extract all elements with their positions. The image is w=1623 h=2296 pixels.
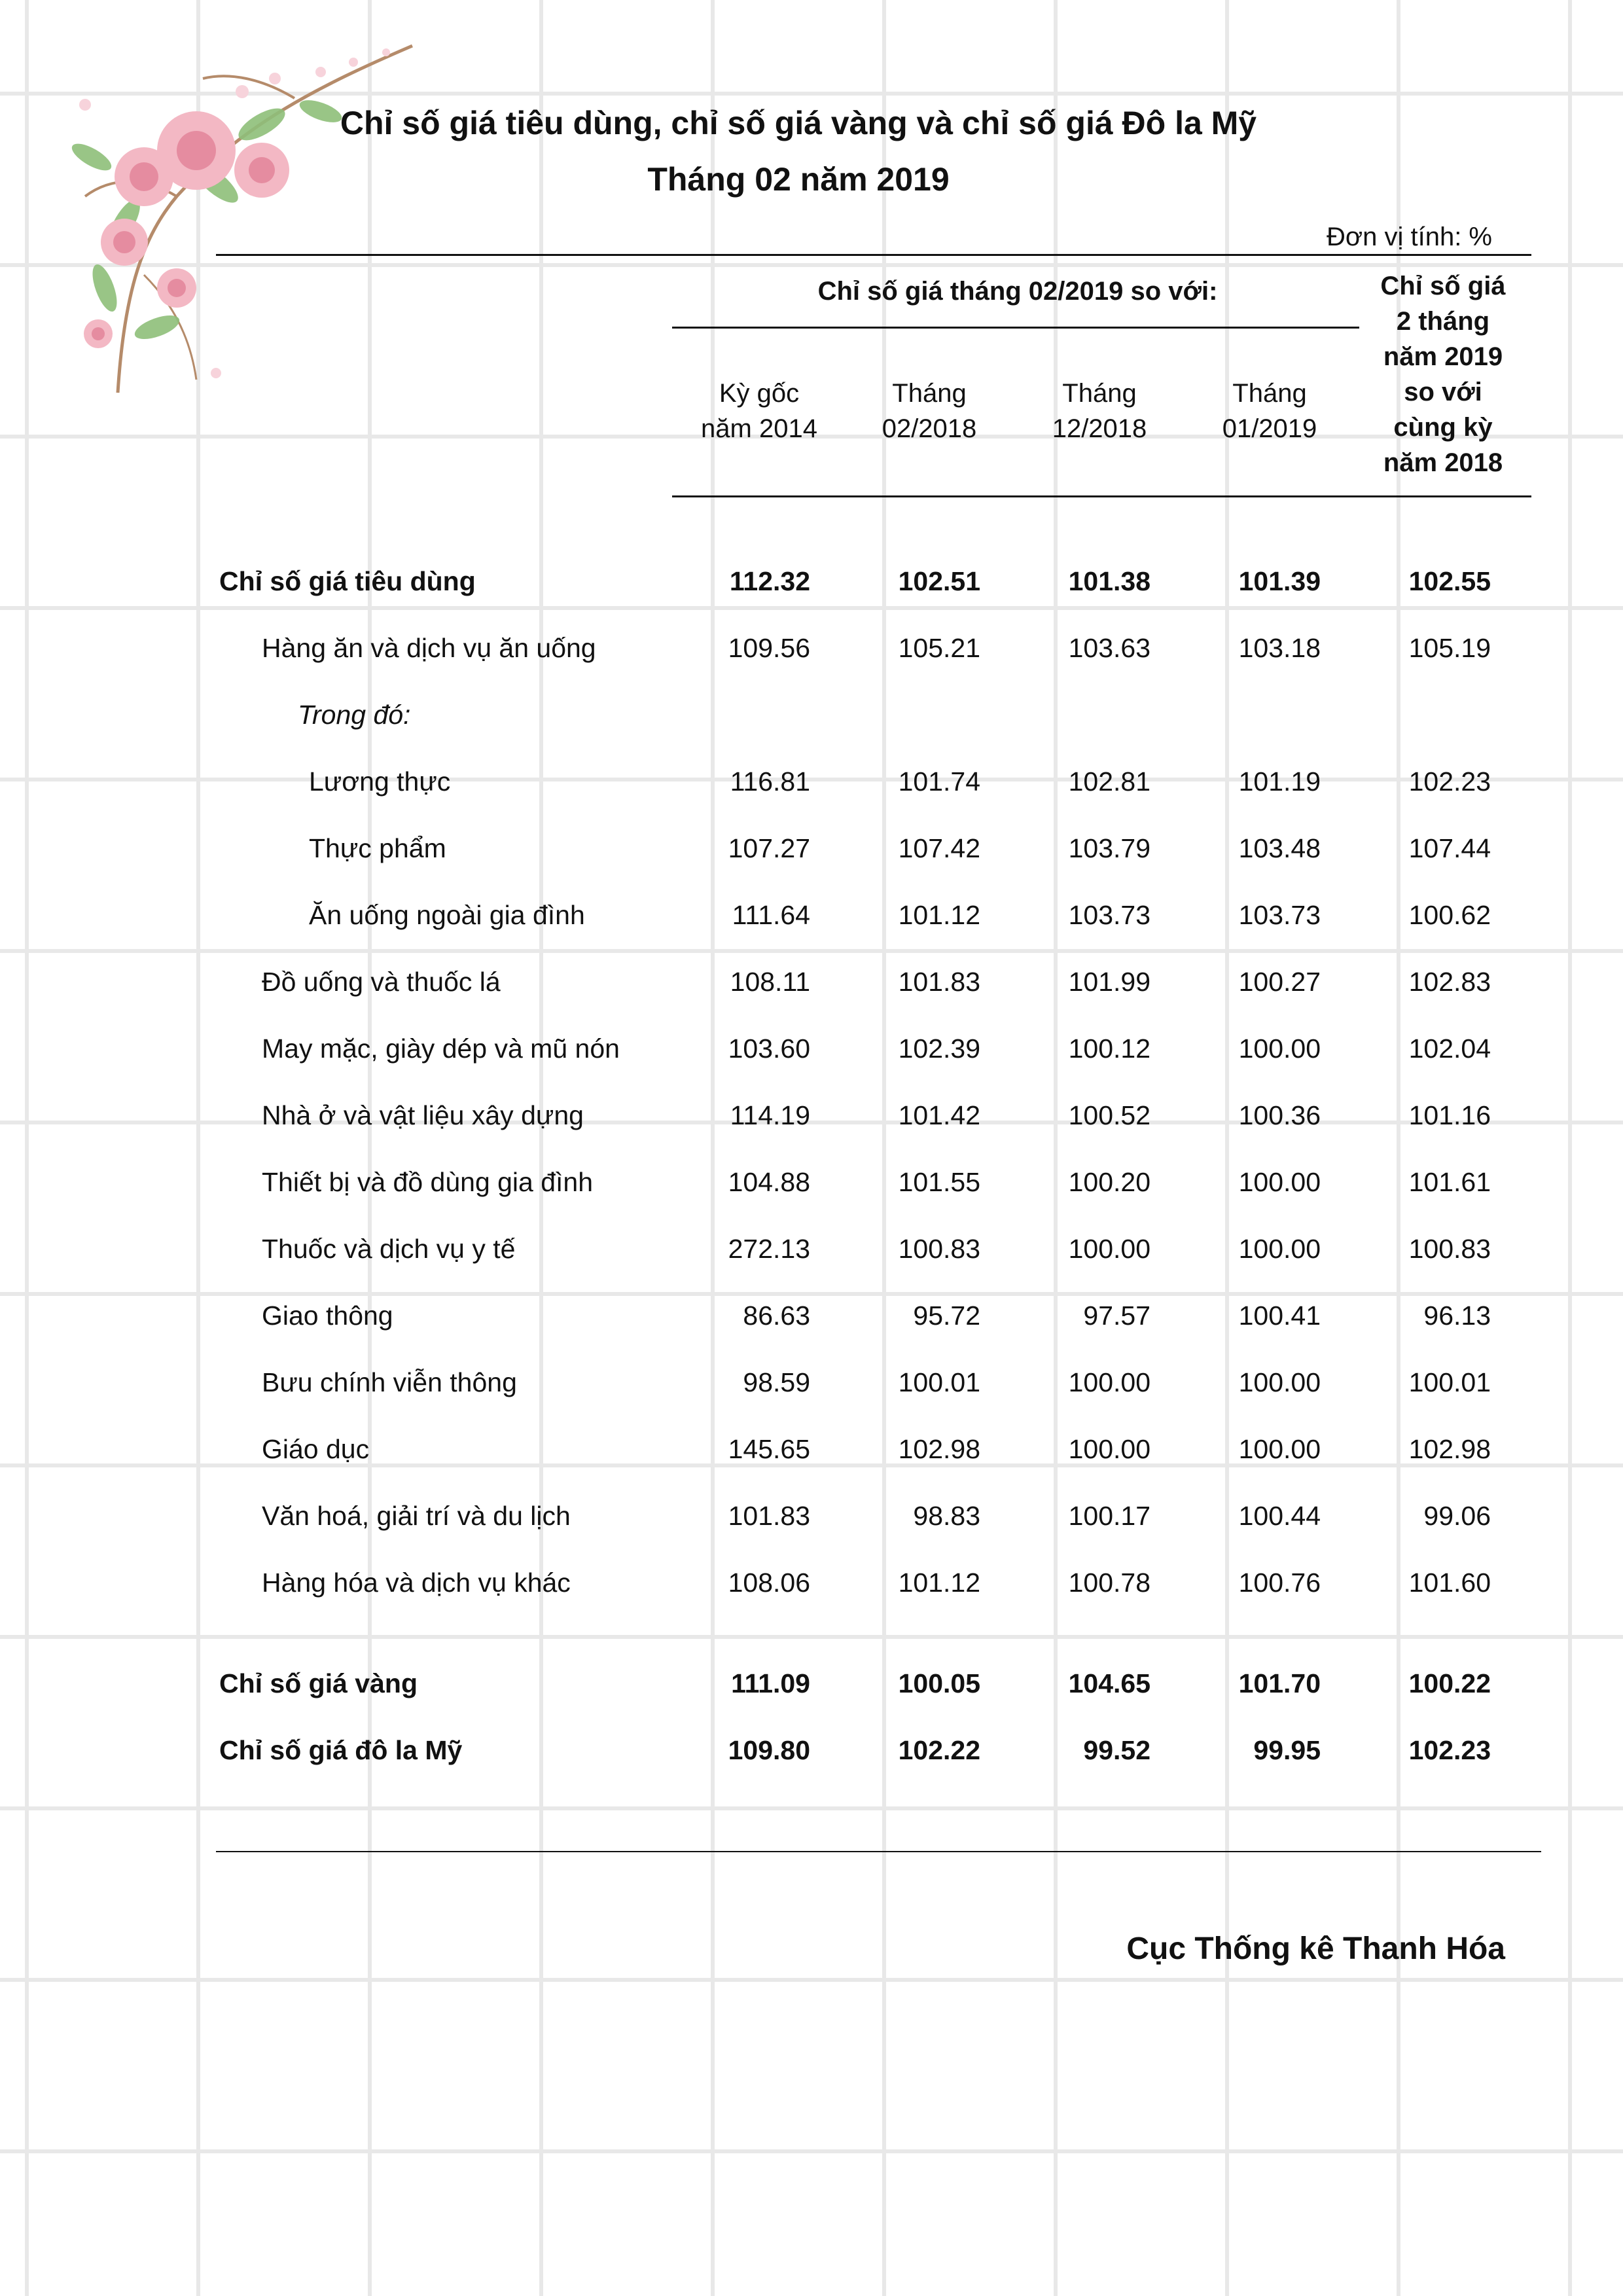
row-value: 116.81 [730,766,810,797]
row-label: Thuốc và dịch vụ y tế [262,1234,516,1264]
row-value: 100.00 [1068,1367,1150,1397]
table-row [0,1296,1623,1335]
table-row [0,1229,1623,1268]
row-value: 108.11 [730,967,810,997]
row-value: 101.19 [1238,766,1321,797]
row-value: 99.06 [1423,1501,1491,1531]
row-value: 103.73 [1238,900,1321,930]
header-col-feb-2018 [864,376,995,446]
row-value: 111.09 [731,1668,810,1698]
row-value: 100.78 [1068,1568,1150,1598]
table-row [0,762,1623,801]
row-value: 100.00 [1238,1367,1321,1397]
row-value: 109.56 [728,633,810,663]
row-value: 107.42 [898,833,980,863]
row-value: 145.65 [728,1434,810,1464]
row-value: 101.38 [1068,566,1150,596]
row-value: 100.76 [1238,1568,1321,1598]
header-bottom-rule [672,495,1531,497]
row-value: 101.61 [1408,1167,1491,1197]
row-value: 100.22 [1408,1668,1491,1698]
table-row [0,1731,1623,1770]
row-label: Nhà ở và vật liệu xây dựng [262,1100,584,1130]
row-value: 86.63 [743,1300,810,1331]
row-value: 100.05 [898,1668,980,1698]
table-row [0,1563,1623,1602]
header-line: 01/2019 [1222,414,1317,443]
row-value: 101.16 [1408,1100,1491,1130]
row-value: 100.27 [1238,967,1321,997]
row-value: 98.59 [743,1367,810,1397]
table-row [0,829,1623,868]
table-row [0,1496,1623,1535]
row-value: 100.41 [1238,1300,1321,1331]
header-line: so với [1404,378,1482,406]
row-value: 102.51 [898,566,980,596]
header-col-two-months [1361,268,1525,480]
row-label: Trong đó: [298,700,411,730]
header-line: năm 2019 [1383,342,1503,371]
header-col-base-2014 [694,376,825,446]
header-line: cùng kỳ [1393,413,1493,442]
row-value: 100.12 [1068,1033,1150,1064]
row-value: 107.44 [1408,833,1491,863]
row-value: 101.55 [898,1167,980,1197]
page-subtitle: Tháng 02 năm 2019 [647,161,950,198]
row-value: 101.83 [898,967,980,997]
header-group-rule [672,327,1359,329]
header-line: năm 2014 [701,414,817,443]
row-value: 111.64 [732,900,810,930]
row-value: 103.63 [1068,633,1150,663]
row-value: 101.74 [898,766,980,797]
row-value: 100.62 [1408,900,1491,930]
table-row [0,1664,1623,1703]
table-row [0,1096,1623,1135]
row-value: 100.44 [1238,1501,1321,1531]
row-label: Chỉ số giá đô la Mỹ [219,1735,463,1765]
row-value: 99.95 [1253,1735,1321,1765]
row-value: 100.01 [898,1367,980,1397]
header-line: năm 2018 [1383,448,1503,477]
row-value: 101.60 [1408,1568,1491,1598]
row-value: 101.83 [728,1501,810,1531]
page-title: Chỉ số giá tiêu dùng, chỉ số giá vàng và chỉ số giá Đô la Mỹ [340,105,1257,141]
row-label: May mặc, giày dép và mũ nón [262,1033,620,1064]
row-value: 100.83 [898,1234,980,1264]
table-row [0,895,1623,935]
row-label: Giao thông [262,1300,393,1331]
row-label: Đồ uống và thuốc lá [262,967,501,997]
row-value: 102.98 [1408,1434,1491,1464]
table-bottom-rule [216,1851,1541,1852]
row-label: Hàng hóa và dịch vụ khác [262,1568,571,1598]
row-label: Lương thực [309,766,451,797]
row-value: 98.83 [913,1501,980,1531]
table-row [0,562,1623,601]
row-value: 102.98 [898,1434,980,1464]
row-value: 102.83 [1408,967,1491,997]
row-value: 96.13 [1423,1300,1491,1331]
row-value: 102.39 [898,1033,980,1064]
header-line: Chỉ số giá [1380,272,1506,300]
row-label: Chỉ số giá vàng [219,1668,418,1698]
row-value: 100.00 [1238,1234,1321,1264]
row-value: 100.00 [1238,1167,1321,1197]
row-value: 97.57 [1083,1300,1150,1331]
row-label: Ăn uống ngoài gia đình [309,900,585,930]
row-value: 100.52 [1068,1100,1150,1130]
header-line: 12/2018 [1052,414,1147,443]
table-row [0,1029,1623,1068]
flower-decoration-icon [46,26,438,406]
row-label: Giáo dục [262,1434,370,1464]
table-row [0,695,1623,734]
row-value: 100.00 [1068,1434,1150,1464]
header-line: Tháng [1232,379,1307,408]
row-value: 272.13 [728,1234,810,1264]
row-value: 107.27 [728,833,810,863]
row-value: 102.55 [1408,566,1491,596]
row-value: 105.19 [1408,633,1491,663]
table-row [0,1429,1623,1469]
row-value: 104.65 [1068,1668,1150,1698]
footer-source: Cục Thống kê Thanh Hóa [1126,1931,1505,1966]
row-value: 101.39 [1238,566,1321,596]
row-label: Chỉ số giá tiêu dùng [219,566,476,596]
header-col-jan-2019 [1204,376,1335,446]
table-row [0,628,1623,668]
row-value: 102.81 [1068,766,1150,797]
row-value: 99.52 [1083,1735,1150,1765]
row-value: 101.99 [1068,967,1150,997]
row-label: Văn hoá, giải trí và du lịch [262,1501,571,1531]
row-value: 101.42 [898,1100,980,1130]
row-value: 112.32 [729,566,810,596]
row-value: 109.80 [728,1735,810,1765]
row-value: 100.00 [1068,1234,1150,1264]
row-value: 100.20 [1068,1167,1150,1197]
row-value: 100.00 [1238,1033,1321,1064]
row-value: 100.01 [1408,1367,1491,1397]
row-label: Thực phẩm [309,833,446,863]
header-group-label: Chỉ số giá tháng 02/2019 so với: [817,277,1218,306]
table-row [0,962,1623,1001]
row-value: 101.70 [1238,1668,1321,1698]
row-value: 100.36 [1238,1100,1321,1130]
row-value: 104.88 [728,1167,810,1197]
row-value: 114.19 [730,1100,810,1130]
row-value: 100.17 [1068,1501,1150,1531]
row-value: 103.18 [1238,633,1321,663]
header-col-dec-2018 [1034,376,1165,446]
table-top-rule [216,254,1531,256]
header-line: Tháng [1062,379,1137,408]
row-value: 102.22 [898,1735,980,1765]
row-value: 108.06 [728,1568,810,1598]
row-value: 103.73 [1068,900,1150,930]
row-value: 103.79 [1068,833,1150,863]
row-label: Thiết bị và đồ dùng gia đình [262,1167,594,1197]
row-value: 100.00 [1238,1434,1321,1464]
row-value: 100.83 [1408,1234,1491,1264]
row-value: 103.48 [1238,833,1321,863]
row-value: 102.04 [1408,1033,1491,1064]
header-line: Kỳ gốc [719,379,800,408]
row-value: 103.60 [728,1033,810,1064]
row-value: 101.12 [898,900,980,930]
unit-label: Đơn vị tính: % [1327,223,1492,251]
header-line: 02/2018 [882,414,977,443]
header-line: 2 tháng [1396,307,1490,336]
row-value: 102.23 [1408,1735,1491,1765]
table-row [0,1363,1623,1402]
row-value: 95.72 [913,1300,980,1331]
row-value: 102.23 [1408,766,1491,797]
row-value: 101.12 [898,1568,980,1598]
row-value: 105.21 [898,633,980,663]
row-label: Bưu chính viễn thông [262,1367,517,1397]
table-row [0,1162,1623,1202]
header-line: Tháng [892,379,967,408]
row-label: Hàng ăn và dịch vụ ăn uống [262,633,596,663]
